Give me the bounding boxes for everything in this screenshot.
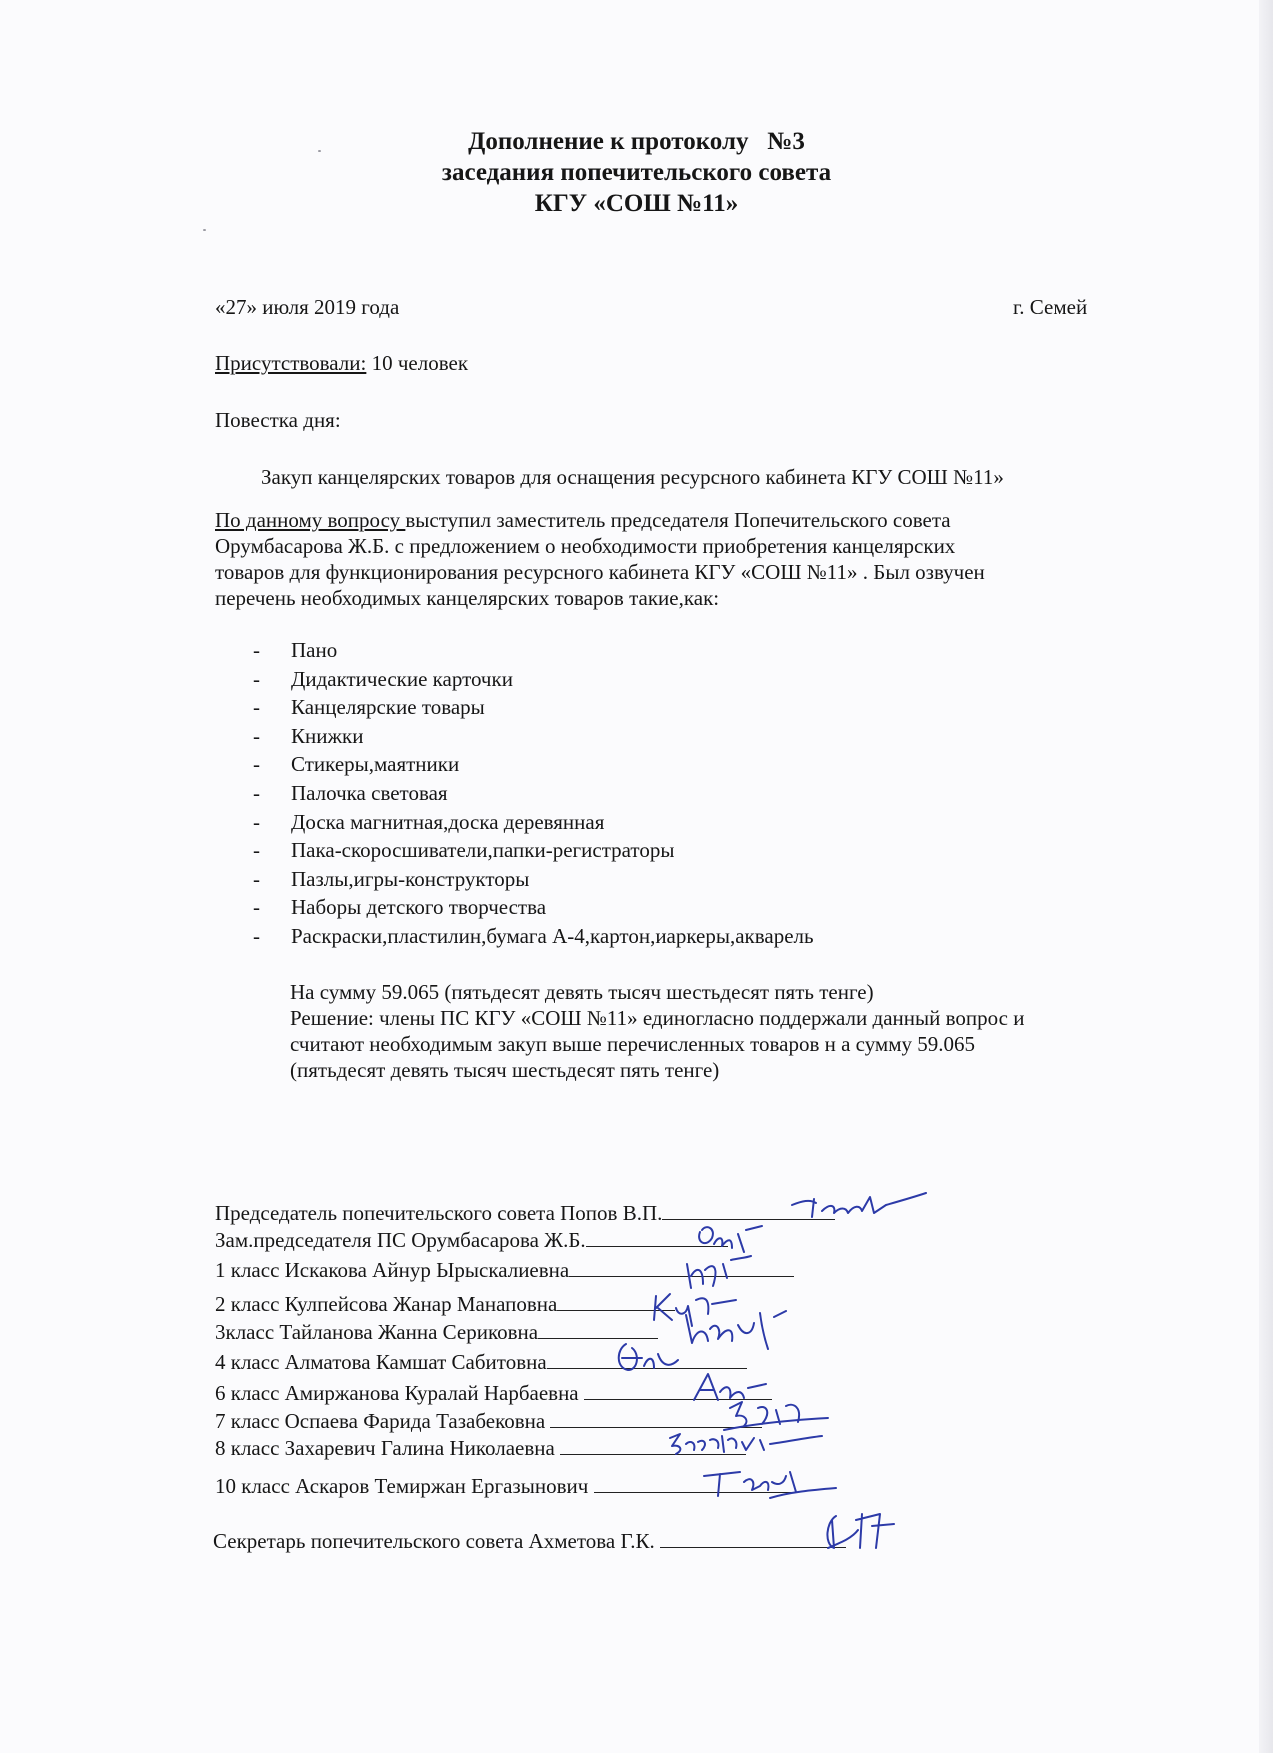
list-item xyxy=(253,865,814,894)
summary-line: (пятьдесят девять тысяч шестьдесят пять тенге) xyxy=(290,1058,720,1082)
discussion-line: Орумбасарова Ж.Б. с предложением о необходимости приобретения канцелярских xyxy=(215,534,956,558)
secretary-row xyxy=(213,1527,846,1554)
discussion-text: выступил заместитель председателя Попечительского совета xyxy=(405,508,951,532)
discussion-paragraph xyxy=(215,507,985,611)
signatory-name: 1 класс Искакова Айнур Ырыскалиевна xyxy=(215,1258,570,1282)
summary-line: считают необходимым закуп выше перечисленных товаров н а сумму 59.065 xyxy=(290,1032,976,1056)
list-marker: - xyxy=(253,780,260,805)
list-marker: - xyxy=(253,695,260,720)
list-item-text: Канцелярские товары xyxy=(291,695,485,720)
agenda-item: Закуп канцелярских товаров для оснащения ресурсного кабинета КГУ СОШ №11» xyxy=(261,465,1004,489)
list-item xyxy=(253,922,814,951)
list-marker: - xyxy=(253,923,260,948)
handwritten-signature xyxy=(614,1340,684,1380)
agenda-label: Повестка дня: xyxy=(215,408,341,432)
list-item-text: Пака-скоросшиватели,папки-регистраторы xyxy=(291,838,675,863)
handwritten-signature xyxy=(822,1508,902,1556)
handwritten-signature xyxy=(700,1466,840,1502)
list-item xyxy=(253,636,814,665)
list-marker: - xyxy=(253,752,260,777)
signatory-name: 2 класс Кулпейсова Жанар Манаповна xyxy=(215,1292,558,1316)
signature-line xyxy=(660,1527,846,1548)
attendance-value: 10 человек xyxy=(366,351,469,375)
signatory-name: 10 класс Аскаров Темиржан Ергазынович xyxy=(215,1474,594,1498)
signatory-row xyxy=(215,1226,728,1253)
list-marker: - xyxy=(253,666,260,691)
attendance xyxy=(215,350,468,376)
scan-edge xyxy=(1259,0,1273,1753)
signatory-name: 7 класс Оспаева Фарида Тазабековна xyxy=(215,1409,551,1433)
list-item xyxy=(253,808,814,837)
list-item-text: Раскраски,пластилин,бумага А-4,картон,иаркеры,акварель xyxy=(291,923,814,948)
signatory-row xyxy=(215,1379,772,1406)
discussion-line xyxy=(215,507,985,533)
summary-paragraph xyxy=(290,979,1024,1083)
list-item-text: Стикеры,маятники xyxy=(291,752,460,777)
summary-line: На сумму 59.065 (пятьдесят девять тысяч шестьдесят пять тенге) xyxy=(290,980,874,1004)
list-marker: - xyxy=(253,809,260,834)
list-item xyxy=(253,665,814,694)
title-line-3: КГУ «СОШ №11» xyxy=(534,190,739,217)
list-item xyxy=(253,836,814,865)
attendance-label: Присутствовали: xyxy=(215,351,367,375)
discussion-lead: По данному вопросу xyxy=(215,508,406,532)
signatory-name: Председатель попечительского совета Попов В.П. xyxy=(215,1201,663,1225)
discussion-line: перечень необходимых канцелярских товаров такие,как: xyxy=(215,586,720,610)
list-item-text: Пано xyxy=(291,638,338,662)
signatory-name: 6 класс Амиржанова Куралай Нарбаевна xyxy=(215,1381,584,1405)
list-item xyxy=(253,693,814,722)
scan-speck xyxy=(203,229,206,231)
signature-line xyxy=(569,1256,794,1277)
signatory-name: 3класс Тайланова Жанна Сериковна xyxy=(215,1320,539,1344)
goods-list xyxy=(253,636,814,951)
meeting-date: «27» июля 2019 года xyxy=(215,295,400,319)
list-item-text: Дидактические карточки xyxy=(291,666,513,691)
list-item-text: Наборы детского творчества xyxy=(291,895,547,920)
secretary-name: Секретарь попечительского совета Ахметова Г.К. xyxy=(213,1529,660,1553)
list-marker: - xyxy=(253,723,260,748)
list-item xyxy=(253,779,814,808)
title-line-1: Дополнение к протоколу №3 xyxy=(468,128,805,155)
handwritten-signature xyxy=(682,1309,792,1359)
list-item-text: Пазлы,игры-конструкторы xyxy=(291,866,530,891)
list-item xyxy=(253,750,814,779)
summary-line: Решение: члены ПС КГУ «СОШ №11» единогласно поддержали данный вопрос и xyxy=(290,1006,1025,1030)
handwritten-signature xyxy=(696,1222,766,1258)
signatory-name: Зам.председателя ПС Орумбасарова Ж.Б. xyxy=(215,1228,586,1252)
signatory-name: 8 класс Захаревич Галина Николаевна xyxy=(215,1436,561,1460)
list-marker: - xyxy=(253,638,260,662)
list-marker: - xyxy=(253,866,260,891)
handwritten-signature xyxy=(790,1193,930,1223)
signature-line xyxy=(538,1318,658,1339)
document-title xyxy=(0,126,1273,219)
list-item-text: Доска магнитная,доска деревянная xyxy=(291,809,605,834)
list-item-text: Книжки xyxy=(291,723,364,748)
discussion-line: товаров для функционирования ресурсного кабинета КГУ «СОШ №11» . Был озвучен xyxy=(215,560,985,584)
list-marker: - xyxy=(253,838,260,863)
signatory-row xyxy=(215,1318,658,1345)
list-marker: - xyxy=(253,895,260,920)
handwritten-signature xyxy=(666,1430,826,1460)
signatory-row xyxy=(215,1290,675,1317)
title-line-2: заседания попечительского совета xyxy=(441,159,832,186)
signatory-name: 4 класс Алматова Камшат Сабитовна xyxy=(215,1350,547,1374)
meeting-city: г. Семей xyxy=(1013,295,1088,319)
list-item xyxy=(253,722,814,751)
list-item xyxy=(253,893,814,922)
list-item-text: Палочка световая xyxy=(291,780,448,805)
